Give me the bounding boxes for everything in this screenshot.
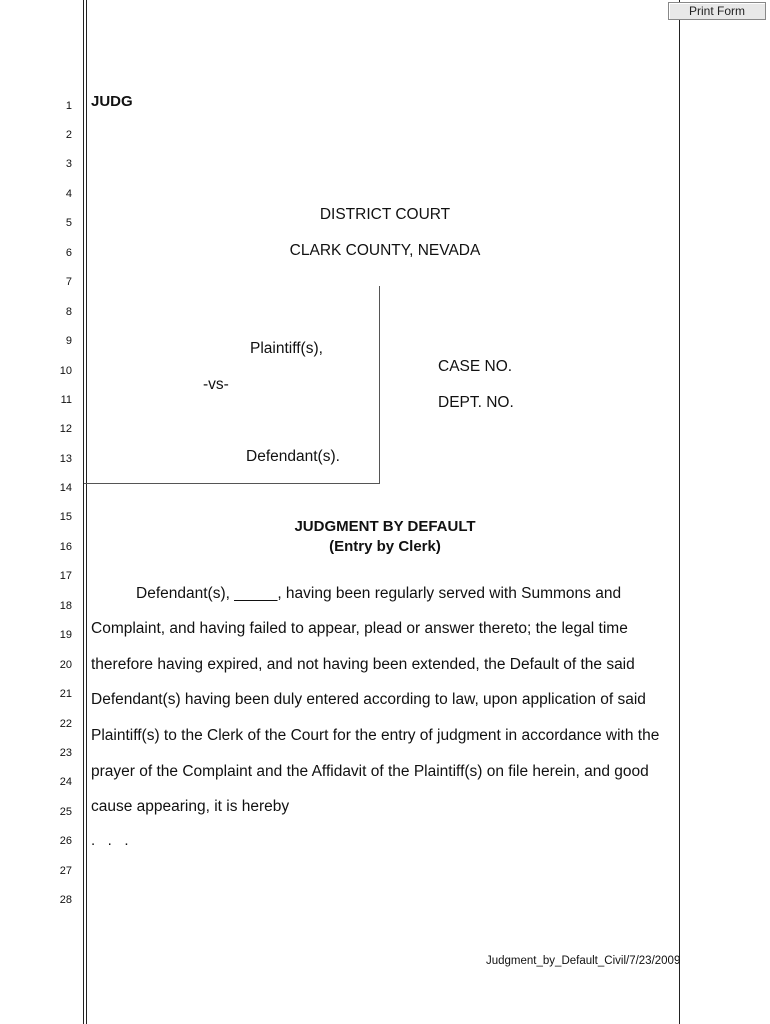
line-number: 7 — [65, 276, 72, 288]
line-number: 24 — [59, 776, 72, 788]
line-number: 5 — [65, 217, 72, 229]
versus-label: -vs- — [203, 376, 229, 393]
court-county: CLARK COUNTY, NEVADA — [289, 242, 481, 259]
line-number: 14 — [59, 482, 72, 494]
left-margin-rule-outer — [83, 0, 84, 1024]
line-number: 3 — [65, 158, 72, 170]
body-line-4: Defendant(s) having been duly entered according to law, upon application of said — [91, 691, 646, 708]
body-line-1: Defendant(s), _____, having been regularly served with Summons and — [136, 585, 622, 602]
line-number: 1 — [65, 100, 72, 112]
continuation-dots: . . . — [91, 832, 129, 849]
plaintiff-label: Plaintiff(s), — [250, 340, 323, 357]
body-line-2: Complaint, and having failed to appear, plead or answer thereto; the legal time — [91, 620, 628, 637]
line-number: 15 — [59, 511, 72, 523]
body-line-5: Plaintiff(s) to the Clerk of the Court for the entry of judgment in accordance with the — [91, 727, 660, 744]
document-code: JUDG — [91, 93, 133, 110]
line-number: 9 — [65, 335, 72, 347]
department-number-label: DEPT. NO. — [438, 394, 514, 411]
defendant-label: Defendant(s). — [246, 448, 340, 465]
line-number: 27 — [59, 865, 72, 877]
line-number: 12 — [59, 423, 72, 435]
line-number: 22 — [59, 718, 72, 730]
line-number: 8 — [65, 306, 72, 318]
line-number: 17 — [59, 570, 72, 582]
case-number-label: CASE NO. — [438, 358, 513, 375]
right-margin-rule — [679, 0, 680, 1024]
line-number: 11 — [60, 394, 72, 406]
line-number: 19 — [59, 629, 72, 641]
line-number: 23 — [59, 747, 72, 759]
line-number: 10 — [59, 365, 72, 377]
line-number: 6 — [65, 247, 72, 259]
left-margin-rule-inner — [86, 0, 87, 1024]
line-number: 21 — [59, 688, 72, 700]
document-subtitle: (Entry by Clerk) — [329, 538, 441, 555]
line-number: 28 — [59, 894, 72, 906]
line-number: 2 — [65, 129, 72, 141]
document-title: JUDGMENT BY DEFAULT — [294, 518, 476, 535]
body-line-3: therefore having expired, and not having been extended, the Default of the said — [91, 656, 635, 673]
line-number: 18 — [59, 600, 72, 612]
line-number: 16 — [59, 541, 72, 553]
caption-divider-horizontal — [84, 483, 380, 484]
body-line-7: cause appearing, it is hereby — [91, 798, 290, 815]
line-number: 25 — [59, 806, 72, 818]
line-number: 20 — [59, 659, 72, 671]
body-line-6: prayer of the Complaint and the Affidavit of the Plaintiff(s) on file herein, and good — [91, 763, 649, 780]
footer-form-id: Judgment_by_Default_Civil/7/23/2009 — [486, 955, 681, 967]
line-number: 26 — [59, 835, 72, 847]
line-number: 13 — [59, 453, 72, 465]
court-name: DISTRICT COURT — [319, 206, 451, 223]
print-form-button[interactable]: Print Form — [668, 2, 766, 20]
caption-divider-vertical — [379, 286, 380, 484]
line-number: 4 — [65, 188, 72, 200]
